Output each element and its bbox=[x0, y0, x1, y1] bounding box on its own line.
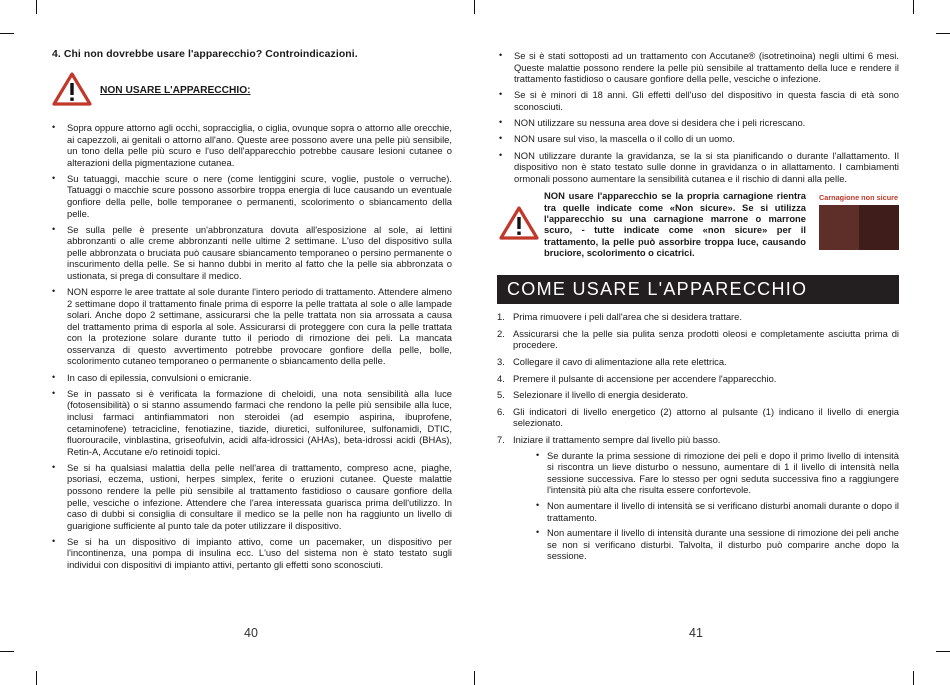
contraindication-list bbox=[50, 122, 452, 571]
step-text: Collegare il cavo di alimentazione alla rete elettrica. bbox=[513, 356, 727, 367]
list-item: • NON usare sul viso, la mascella o il collo di un uomo. bbox=[497, 133, 899, 145]
step-text: Gli indicatori di livello energetico (2) attorno al pulsante (1) indicano il livello di energia selezionato. bbox=[513, 405, 899, 429]
step-sub-list bbox=[535, 450, 899, 562]
crop-mark bbox=[0, 651, 14, 652]
center-fold-mark bbox=[474, 0, 475, 14]
list-item: • NON utilizzare durante la gravidanza, se la si sta pianificando o durante l'allattamento. Il dispositivo non è stato testato sulle donne in gravidanza o in allattamento. I cambiamenti ormonali possono aumentare la sensibilità cutanea e il rischio di danni alla pelle. bbox=[497, 150, 899, 185]
step-item bbox=[497, 373, 899, 385]
step-item bbox=[497, 406, 899, 429]
list-item: • Se sulla pelle è presente un'abbronzatura dovuta all'esposizione al sole, ai lettini abbronzanti o alle creme abbronzanti nelle ultime 2 settimane. L'uso del dispositivo sulla pelle abbronzata o bruciata può causare sbiancamento temporaneo o persino permanente o inscurimento della pelle. Se si hanno dubbi in merito al fatto che la pelle sia abbronzata o ustionata, si prega di consultare il medico. bbox=[50, 224, 452, 282]
sub-list-item: • Non aumentare il livello di intensità durante una sessione di rimozione dei peli anche se non si verificano disturbi. Talvolta, il disturbo può comparire anche dopo la sessione. bbox=[535, 527, 899, 562]
skin-swatch-brown bbox=[819, 205, 859, 250]
unsafe-skin-label: Carnagione non sicure bbox=[819, 193, 899, 203]
list-item: • Se in passato si è verificata la formazione di cheloidi, una nota sensibilità alla luce (fotosensibilità) o si stanno assumendo farmaci che rendono la pelle più sensibile alla luce, inclusi farmaci antinfiammatori non steroidei (ad esempio aspirina, ibuprofene, cetaminofene) tetracicline, fenotiazine, tiazide, diuretici, sulfoniluree, sulfonamidi, DTIC, fluorouracile, vinblastina, griseofulvin, acidi alfa-idrossici (AHAs), beta-idrossi acidi (BHAs), Retin-A, Accutane e/o retinoidi topici. bbox=[50, 388, 452, 457]
step-number: 3. bbox=[497, 356, 505, 367]
usage-steps bbox=[497, 311, 899, 562]
step-number: 5. bbox=[497, 389, 505, 401]
skin-swatch-dark-brown bbox=[859, 205, 899, 250]
step-number: 6. bbox=[497, 405, 505, 417]
crop-mark bbox=[36, 0, 37, 14]
step-text: Prima rimuovere i peli dall'area che si desidera trattare. bbox=[513, 311, 742, 323]
step-item bbox=[497, 328, 899, 351]
step-item bbox=[497, 356, 899, 368]
crop-mark bbox=[913, 671, 914, 685]
warning-title: NON USARE L'APPARECCHIO: bbox=[100, 85, 251, 96]
warning-row bbox=[50, 72, 452, 118]
sub-list-item: • Non aumentare il livello di intensità se si verificano disturbi anomali durante o dopo il trattamento. bbox=[535, 500, 899, 523]
page-number: 40 bbox=[244, 626, 258, 640]
skin-warning-text: NON usare l'apparecchio se la propria carnagione rientra tra quelle indicate come «Non sicure». Se si utilizza l'apparecchio su una carnagione marrone o marrone scuro, - tutte indicate come «non sicure» per il trattamento, la pelle può assorbire troppa luce, causando bruciore, scolorimento o cicatrici. bbox=[544, 190, 806, 259]
step-text: Premere il pulsante di accensione per accendere l'apparecchio. bbox=[513, 372, 777, 384]
warning-icon bbox=[52, 72, 92, 106]
list-item: • NON esporre le aree trattate al sole durante l'intero periodo di trattamento. Attendere almeno 2 settimane dopo il trattamento finale prima di esporre la pelle trattata al sole o alle lampade solari. Anche dopo 2 settimane, assicurarsi che la pelle trattata non sia arrossata a causa del trattamento prima di esporla al sole. Assicurarsi di proteggere con cura la pelle trattata con la protezione solare durante tutto il periodo di rimozione dei peli. La mancata osservanza di questo avvertimento potrebbe provocare gonfiore della pelle, bolle, scolorimento cutaneo temporaneo o permanente o sbiancamento della pelle. bbox=[50, 286, 452, 367]
crop-mark bbox=[936, 33, 950, 34]
section-title-bar: COME USARE L'APPARECCHIO bbox=[497, 275, 899, 304]
list-item: • In caso di epilessia, convulsioni o emicranie. bbox=[50, 372, 452, 384]
step-number: 2. bbox=[497, 327, 505, 339]
contraindication-list-continued bbox=[497, 50, 899, 184]
step-item bbox=[497, 389, 899, 401]
step-number: 1. bbox=[497, 311, 505, 323]
step-item bbox=[497, 311, 899, 323]
crop-mark bbox=[0, 33, 14, 34]
center-fold-mark bbox=[474, 671, 475, 685]
crop-mark bbox=[913, 0, 914, 14]
crop-mark bbox=[36, 671, 37, 685]
list-item: • Sopra oppure attorno agli occhi, sopracciglia, o ciglia, ovunque sopra o attorno alle orecchie, ai capezzoli, ai genitali o attorno all'ano. Queste aree possono avere una pelle più sensibile, un tono della pelle più scuro e l'uso dell'apparecchio potrebbe causare lesioni cutanee o alterazioni della pigmentazione cutanea. bbox=[50, 122, 452, 168]
page-number: 41 bbox=[689, 626, 703, 640]
left-page bbox=[50, 40, 452, 575]
crop-mark bbox=[936, 651, 950, 652]
step-number: 4. bbox=[497, 372, 505, 384]
section-heading: 4. Chi non dovrebbe usare l'apparecchio? Controindicazioni. bbox=[52, 49, 358, 60]
step-text: Selezionare il livello di energia desiderato. bbox=[513, 389, 689, 401]
right-page bbox=[497, 40, 899, 567]
list-item: • Se si è minori di 18 anni. Gli effetti dell'uso del dispositivo in questa fascia di età sono sconosciuti. bbox=[497, 89, 899, 112]
list-item: • Se si è stati sottoposti ad un trattamento con Accutane® (isotretinoina) negli ultimi 6 mesi. Queste malattie possono rendere la pelle più sensibile al trattamento della luce e rendere il trattamento fastidioso o causare gonfiore della pelle, vesciche o infezione. bbox=[497, 50, 899, 85]
sub-list-item: • Se durante la prima sessione di rimozione dei peli e dopo il primo livello di intensità si riscontra un lieve disturbo o nessuno, aumentare di 1 il livello di intensità nella sessione successiva. Fare lo stesso per ogni seduta successiva fino a raggiungere l'intensità più alta che risulta essere confortevole. bbox=[535, 450, 899, 496]
step-number: 7. bbox=[497, 433, 505, 445]
skin-swatches bbox=[819, 205, 899, 250]
step-text: Assicurarsi che la pelle sia pulita senza prodotti oleosi e completamente asciutta prima di procedere. bbox=[513, 327, 899, 351]
warning-icon bbox=[499, 206, 539, 240]
skin-tone-warning bbox=[497, 190, 899, 272]
list-item: • NON utilizzare su nessuna area dove si desidera che i peli ricrescano. bbox=[497, 117, 899, 129]
list-item: • Se si ha un dispositivo di impianto attivo, come un pacemaker, un dispositivo per l'incontinenza, una pompa di insulina ecc. L'uso del sistema non è stato testato sugli individui con dispositivi di impianto attivi, pertanto gli effetti sono sconosciuti. bbox=[50, 536, 452, 571]
step-item bbox=[497, 434, 899, 562]
step-text: Iniziare il trattamento sempre dal livello più basso. bbox=[513, 433, 721, 445]
list-item: • Su tatuaggi, macchie scure o nere (come lentiggini scure, voglie, pustole o verruche). Tatuaggi o macchie scure possono assorbire troppa energia di luce causando un eventuale gonfiore della pelle, bolle temporanee o permanenti, scolorimento o sbiancamento della pelle. bbox=[50, 173, 452, 219]
list-item: • Se si ha qualsiasi malattia della pelle nell'area di trattamento, compreso acne, piaghe, psoriasi, eczema, ustioni, herpes simplex, ferite o eruzioni cutanee. Queste malattie possono rendere la pelle più sensibile al trattamento fastidioso o causare gonfiore della pelle, vesciche o infezione. Attendere che l'area interessata guarisca prima dell'utilizzo. In caso di dubbi si consiglia di consultare il medico se la pelle non ha raggiunto un livello di guarigione sufficiente al punto tale da poter utilizzare il dispositivo. bbox=[50, 462, 452, 531]
